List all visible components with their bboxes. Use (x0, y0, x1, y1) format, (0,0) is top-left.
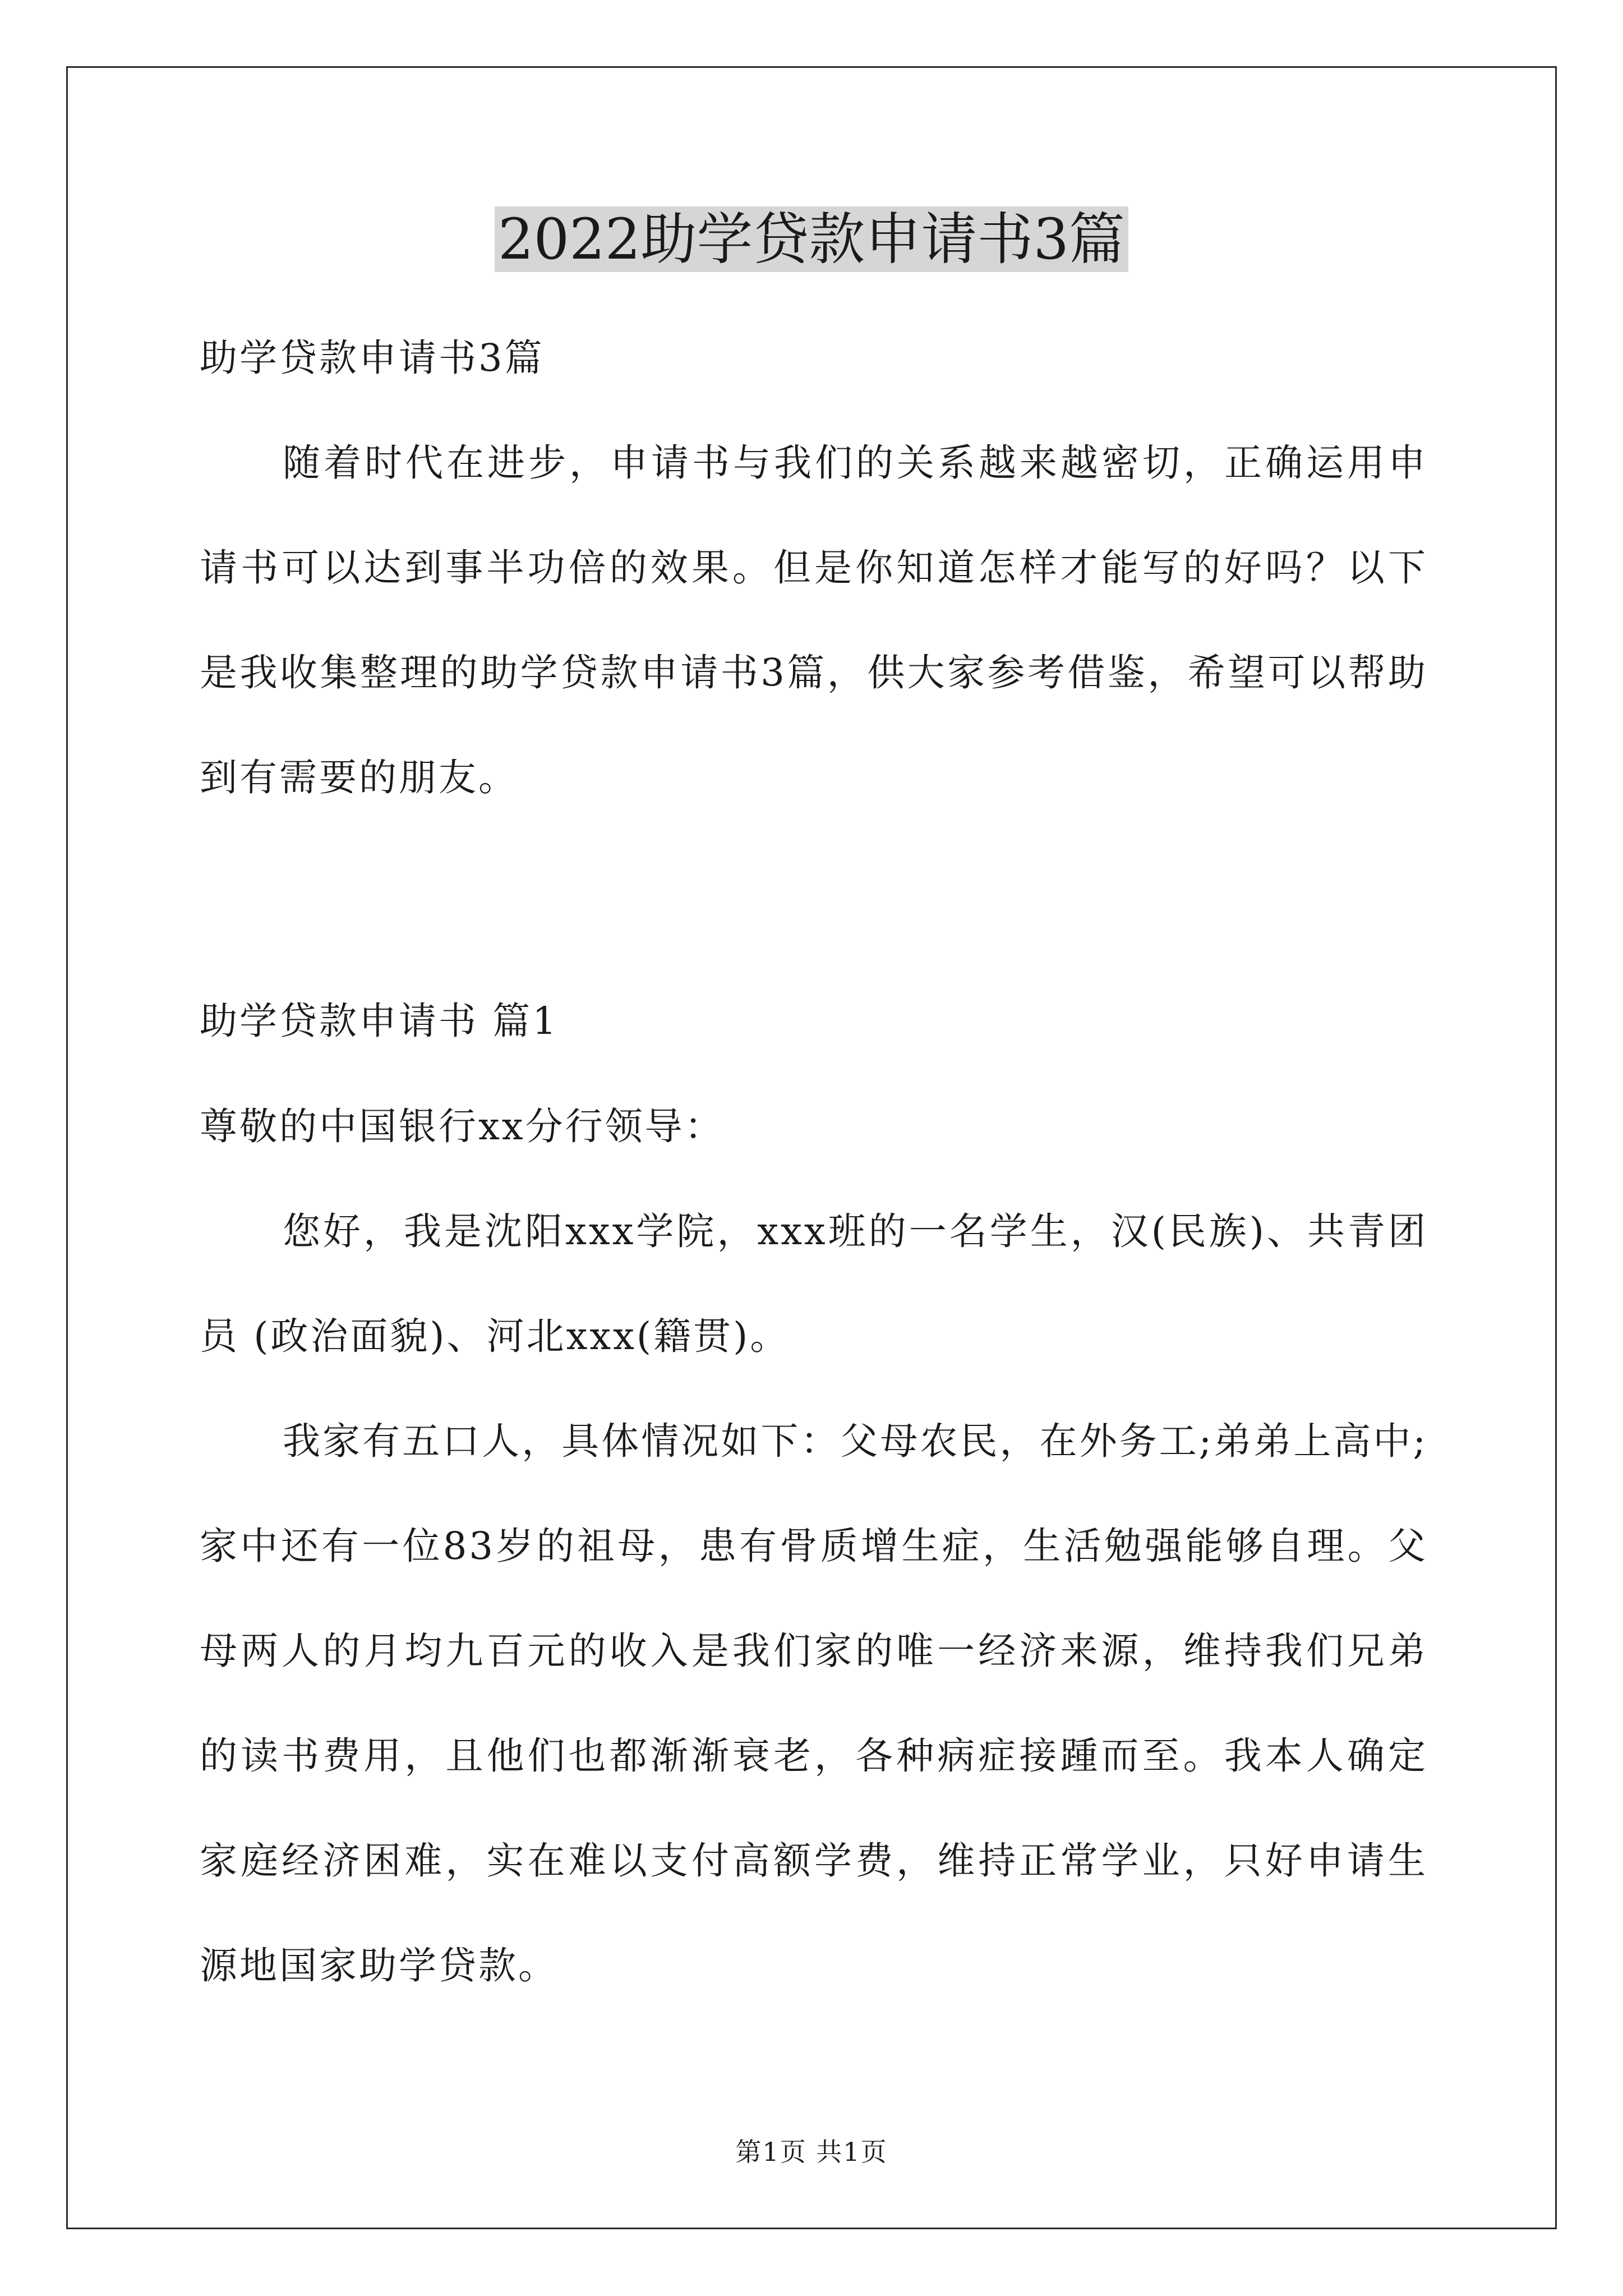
section-heading: 助学贷款申请书 篇1 (200, 999, 559, 1043)
page-footer: 第1页 共1页 (735, 2137, 888, 2167)
body-paragraph-1: 您好，我是沈阳xxx学院，xxx班的一名学生，汉(民族)、共青团员 (政治面貌)、河北xxx(籍贯)。 (200, 1209, 1428, 1358)
body-paragraph-2: 我家有五口人，具体情况如下：父母农民，在外务工;弟弟上高中;家中还有一位83岁的祖母，患有骨质增生症，生活勉强能够自理。父母两人的月均九百元的收入是我们家的唯一经济来源，维持我们兄弟的读书费用，且他们也都渐渐衰老，各种病症接踵而至。我本人确定家庭经济困难，实在难以支付高额学费，维持正常学业，只好申请生源地国家助学贷款。 (200, 1419, 1428, 1987)
document-title (0, 197, 1623, 282)
intro-paragraph: 随着时代在进步，申请书与我们的关系越来越密切，正确运用申请书可以达到事半功倍的效果。但是你知道怎样才能写的好吗？以下是我收集整理的助学贷款申请书3篇，供大家参考借鉴，希望可以帮助到有需要的朋友。 (200, 441, 1428, 799)
salutation: 尊敬的中国银行xx分行领导： (200, 1105, 725, 1148)
document-title-text: 2022助学贷款申请书3篇 (495, 206, 1128, 272)
document-subtitle: 助学贷款申请书3篇 (200, 336, 545, 380)
